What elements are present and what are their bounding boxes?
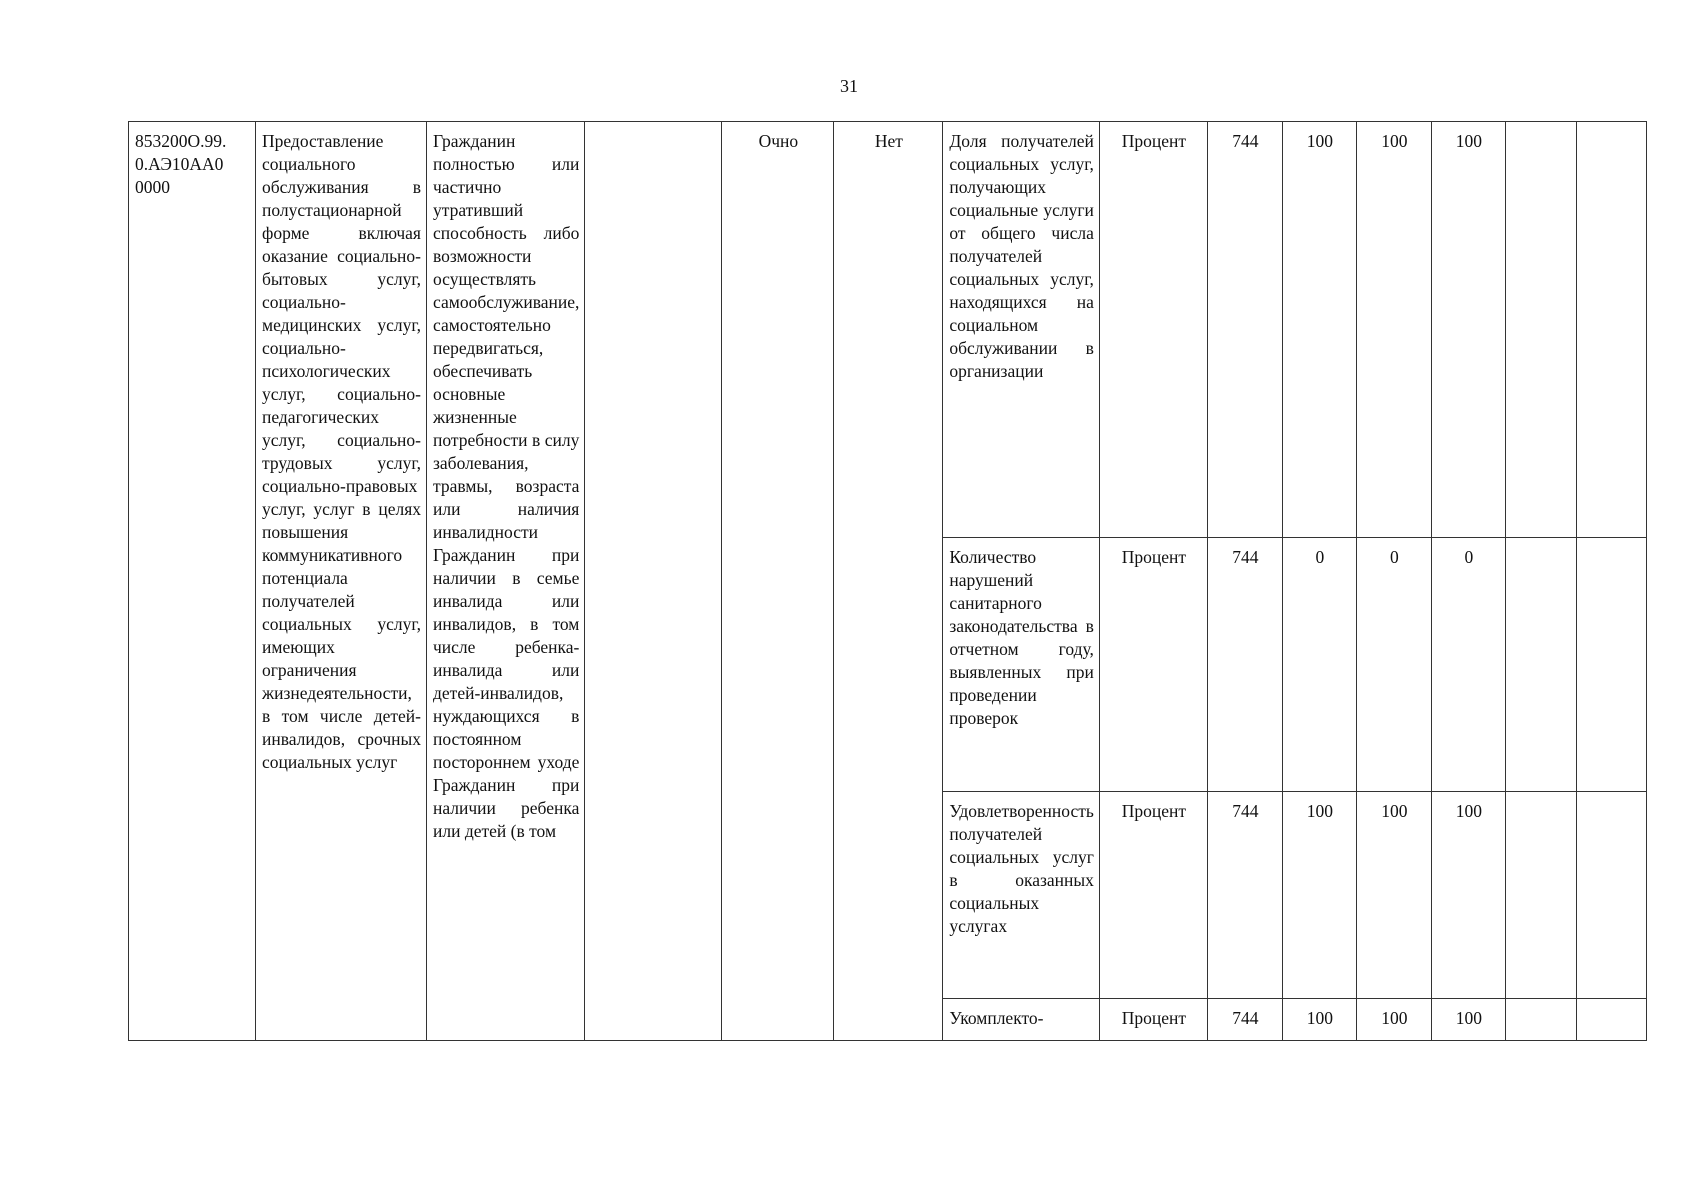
indicator-value-3: 100	[1431, 792, 1505, 999]
indicator-extra-1	[1505, 792, 1576, 999]
service-description: Предоставление социального обслуживания в полустационарной форме включая оказание социально-бытовых услуг, социально-медицинских услуг, социально-психологических услуг, социально-педагогических услуг, социально-трудовых услуг, социально-правовых услуг, услуг в целях повышения коммуникативного потенциала получателей социальных услуг, имеющих ограничения жизнедеятельности, в том числе детей-инвалидов, срочных социальных услуг	[256, 122, 427, 1041]
recipient-category: Гражданин полностью или частично утративший способность либо возможности осуществлять самообслуживание, самостоятельно передвигаться, обеспечивать основные жизненные потребности в силу заболевания, травмы, возраста или наличия инвалидности Гражданин при наличии в семье инвалида или инвалидов, в том числе ребенка-инвалида или детей-инвалидов, нуждающихся в постоянном постороннем уходе Гражданин при наличии ребенка или детей (в том	[427, 122, 585, 1041]
indicator-value-3: 100	[1431, 999, 1505, 1041]
indicator-value-1: 100	[1282, 792, 1356, 999]
indicator-extra-1	[1505, 999, 1576, 1041]
blank-cell	[585, 122, 722, 1041]
indicator-unit: Процент	[1099, 122, 1207, 538]
service-flag: Нет	[834, 122, 943, 1041]
indicator-unit: Процент	[1099, 999, 1207, 1041]
indicator-extra-1	[1505, 122, 1576, 538]
indicator-extra-2	[1576, 792, 1646, 999]
indicator-okei: 744	[1207, 792, 1282, 999]
indicator-unit: Процент	[1099, 792, 1207, 999]
indicator-okei: 744	[1207, 122, 1282, 538]
indicator-value-2: 100	[1356, 999, 1431, 1041]
indicator-okei: 744	[1207, 999, 1282, 1041]
indicator-value-1: 100	[1282, 122, 1356, 538]
table-row	[129, 122, 1647, 538]
service-register-table	[128, 121, 1647, 1041]
indicator-extra-2	[1576, 122, 1646, 538]
indicator-value-1: 0	[1282, 538, 1356, 792]
indicator-name: Укомплекто-	[943, 999, 1100, 1041]
indicator-extra-2	[1576, 999, 1646, 1041]
indicator-value-2: 100	[1356, 122, 1431, 538]
indicator-name: Доля получателей социальных услуг, получающих социальные услуги от общего числа получателей социальных услуг, находящихся на социальном обслуживании в организации	[943, 122, 1100, 538]
indicator-extra-2	[1576, 538, 1646, 792]
indicator-value-2: 0	[1356, 538, 1431, 792]
service-code: 853200О.99. 0.АЭ10АА0 0000	[129, 122, 256, 1041]
indicator-value-2: 100	[1356, 792, 1431, 999]
indicator-value-3: 0	[1431, 538, 1505, 792]
page-number: 31	[840, 76, 858, 96]
indicator-value-1: 100	[1282, 999, 1356, 1041]
indicator-unit: Процент	[1099, 538, 1207, 792]
service-form: Очно	[722, 122, 834, 1041]
indicator-extra-1	[1505, 538, 1576, 792]
indicator-name: Удовлетворенность получателей социальных услуг в оказанных социальных услугах	[943, 792, 1100, 999]
indicator-value-3: 100	[1431, 122, 1505, 538]
indicator-okei: 744	[1207, 538, 1282, 792]
indicator-name: Количество нарушений санитарного законодательства в отчетном году, выявленных при проведении проверок	[943, 538, 1100, 792]
